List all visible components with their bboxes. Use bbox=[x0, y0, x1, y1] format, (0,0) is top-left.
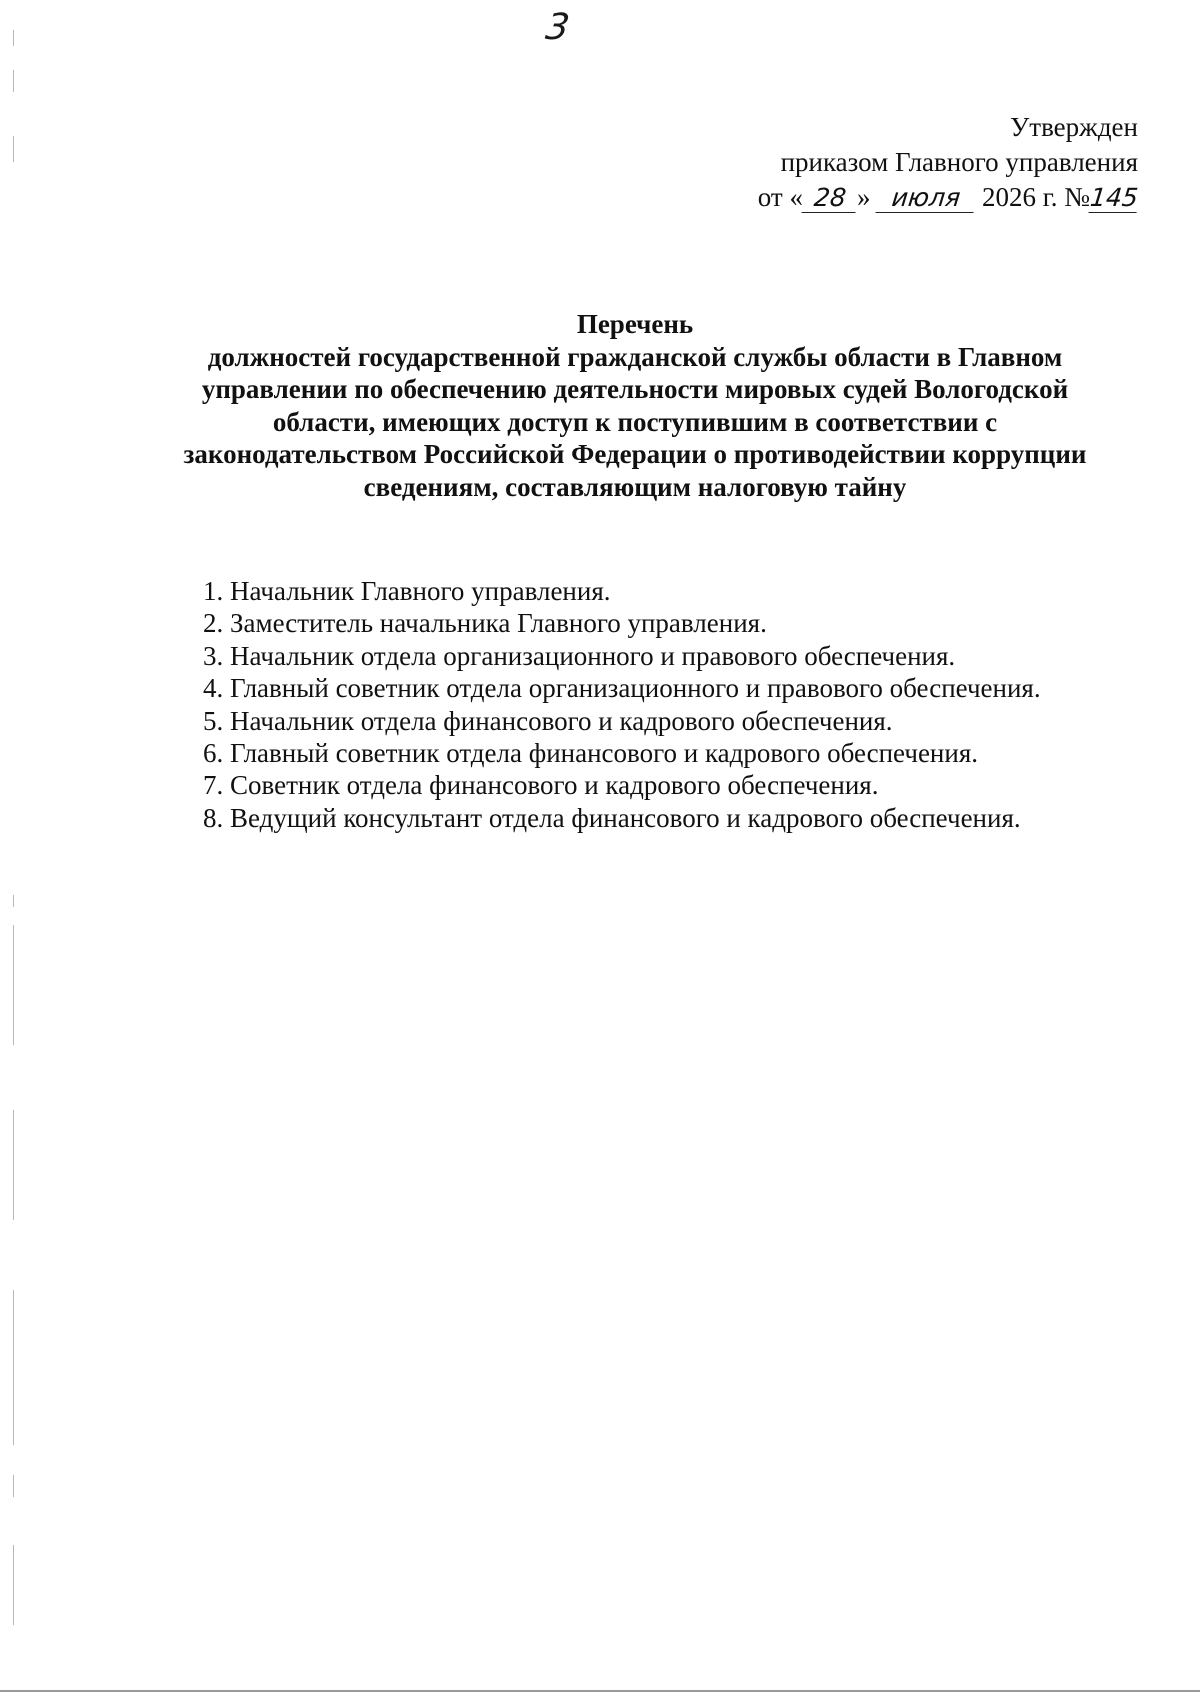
handwritten-month: июля bbox=[876, 184, 977, 213]
title-line: сведениям, составляющим налоговую тайну bbox=[363, 471, 907, 502]
scan-edge-mark bbox=[13, 70, 14, 92]
scan-edge-mark bbox=[13, 925, 14, 1045]
title-line: законодательством Российской Федерации о противодействии коррупции bbox=[183, 439, 1087, 469]
list-item: 5. Начальник отдела финансового и кадрового обеспечения. bbox=[203, 705, 893, 736]
document-title bbox=[120, 308, 1150, 503]
date-quote-close: » bbox=[856, 182, 871, 212]
positions-list bbox=[203, 575, 1123, 834]
list-item: 3. Начальник отдела организационного и правового обеспечения. bbox=[203, 640, 956, 671]
list-item: 2. Заместитель начальника Главного управления. bbox=[203, 608, 767, 639]
year-and-number-label: 2026 г. № bbox=[981, 182, 1090, 212]
list-item: 4. Главный советник отдела организационного и правового обеспечения. bbox=[203, 673, 1041, 704]
scan-edge-mark bbox=[13, 1475, 14, 1497]
page-number: 3 bbox=[543, 7, 572, 48]
handwritten-day: 28 bbox=[801, 184, 858, 213]
scan-edge-mark bbox=[13, 1110, 14, 1220]
scan-edge-mark bbox=[13, 895, 14, 907]
approval-line-date bbox=[678, 180, 1138, 215]
title-line: управлении по обеспечению деятельности мировых судей Вологодской bbox=[201, 374, 1069, 404]
title-heading: Перечень bbox=[576, 309, 694, 339]
approval-line-order: приказом Главного управления bbox=[780, 147, 1138, 177]
list-item: 8. Ведущий консультант отдела финансового и кадрового обеспечения. bbox=[203, 802, 1021, 833]
scan-edge-mark bbox=[13, 136, 14, 162]
scan-edge-mark bbox=[13, 1290, 14, 1445]
list-item: 7. Советник отдела финансового и кадрового обеспечения. bbox=[203, 770, 879, 801]
scan-edge-mark bbox=[13, 30, 14, 46]
approval-block bbox=[678, 110, 1138, 215]
list-item: 6. Главный советник отдела финансового и кадрового обеспечения. bbox=[203, 738, 978, 769]
title-line: должностей государственной гражданской службы области в Главном bbox=[207, 341, 1063, 372]
scan-bottom-line bbox=[0, 1690, 1200, 1692]
handwritten-order-number: 145 bbox=[1088, 183, 1140, 212]
date-prefix: от « bbox=[757, 182, 803, 212]
scan-edge-mark bbox=[13, 1545, 14, 1625]
title-line: области, имеющих доступ к поступившим в соответствии с bbox=[272, 406, 998, 437]
list-item: 1. Начальник Главного управления. bbox=[203, 576, 611, 606]
approval-line-approved: Утвержден bbox=[1010, 112, 1138, 142]
